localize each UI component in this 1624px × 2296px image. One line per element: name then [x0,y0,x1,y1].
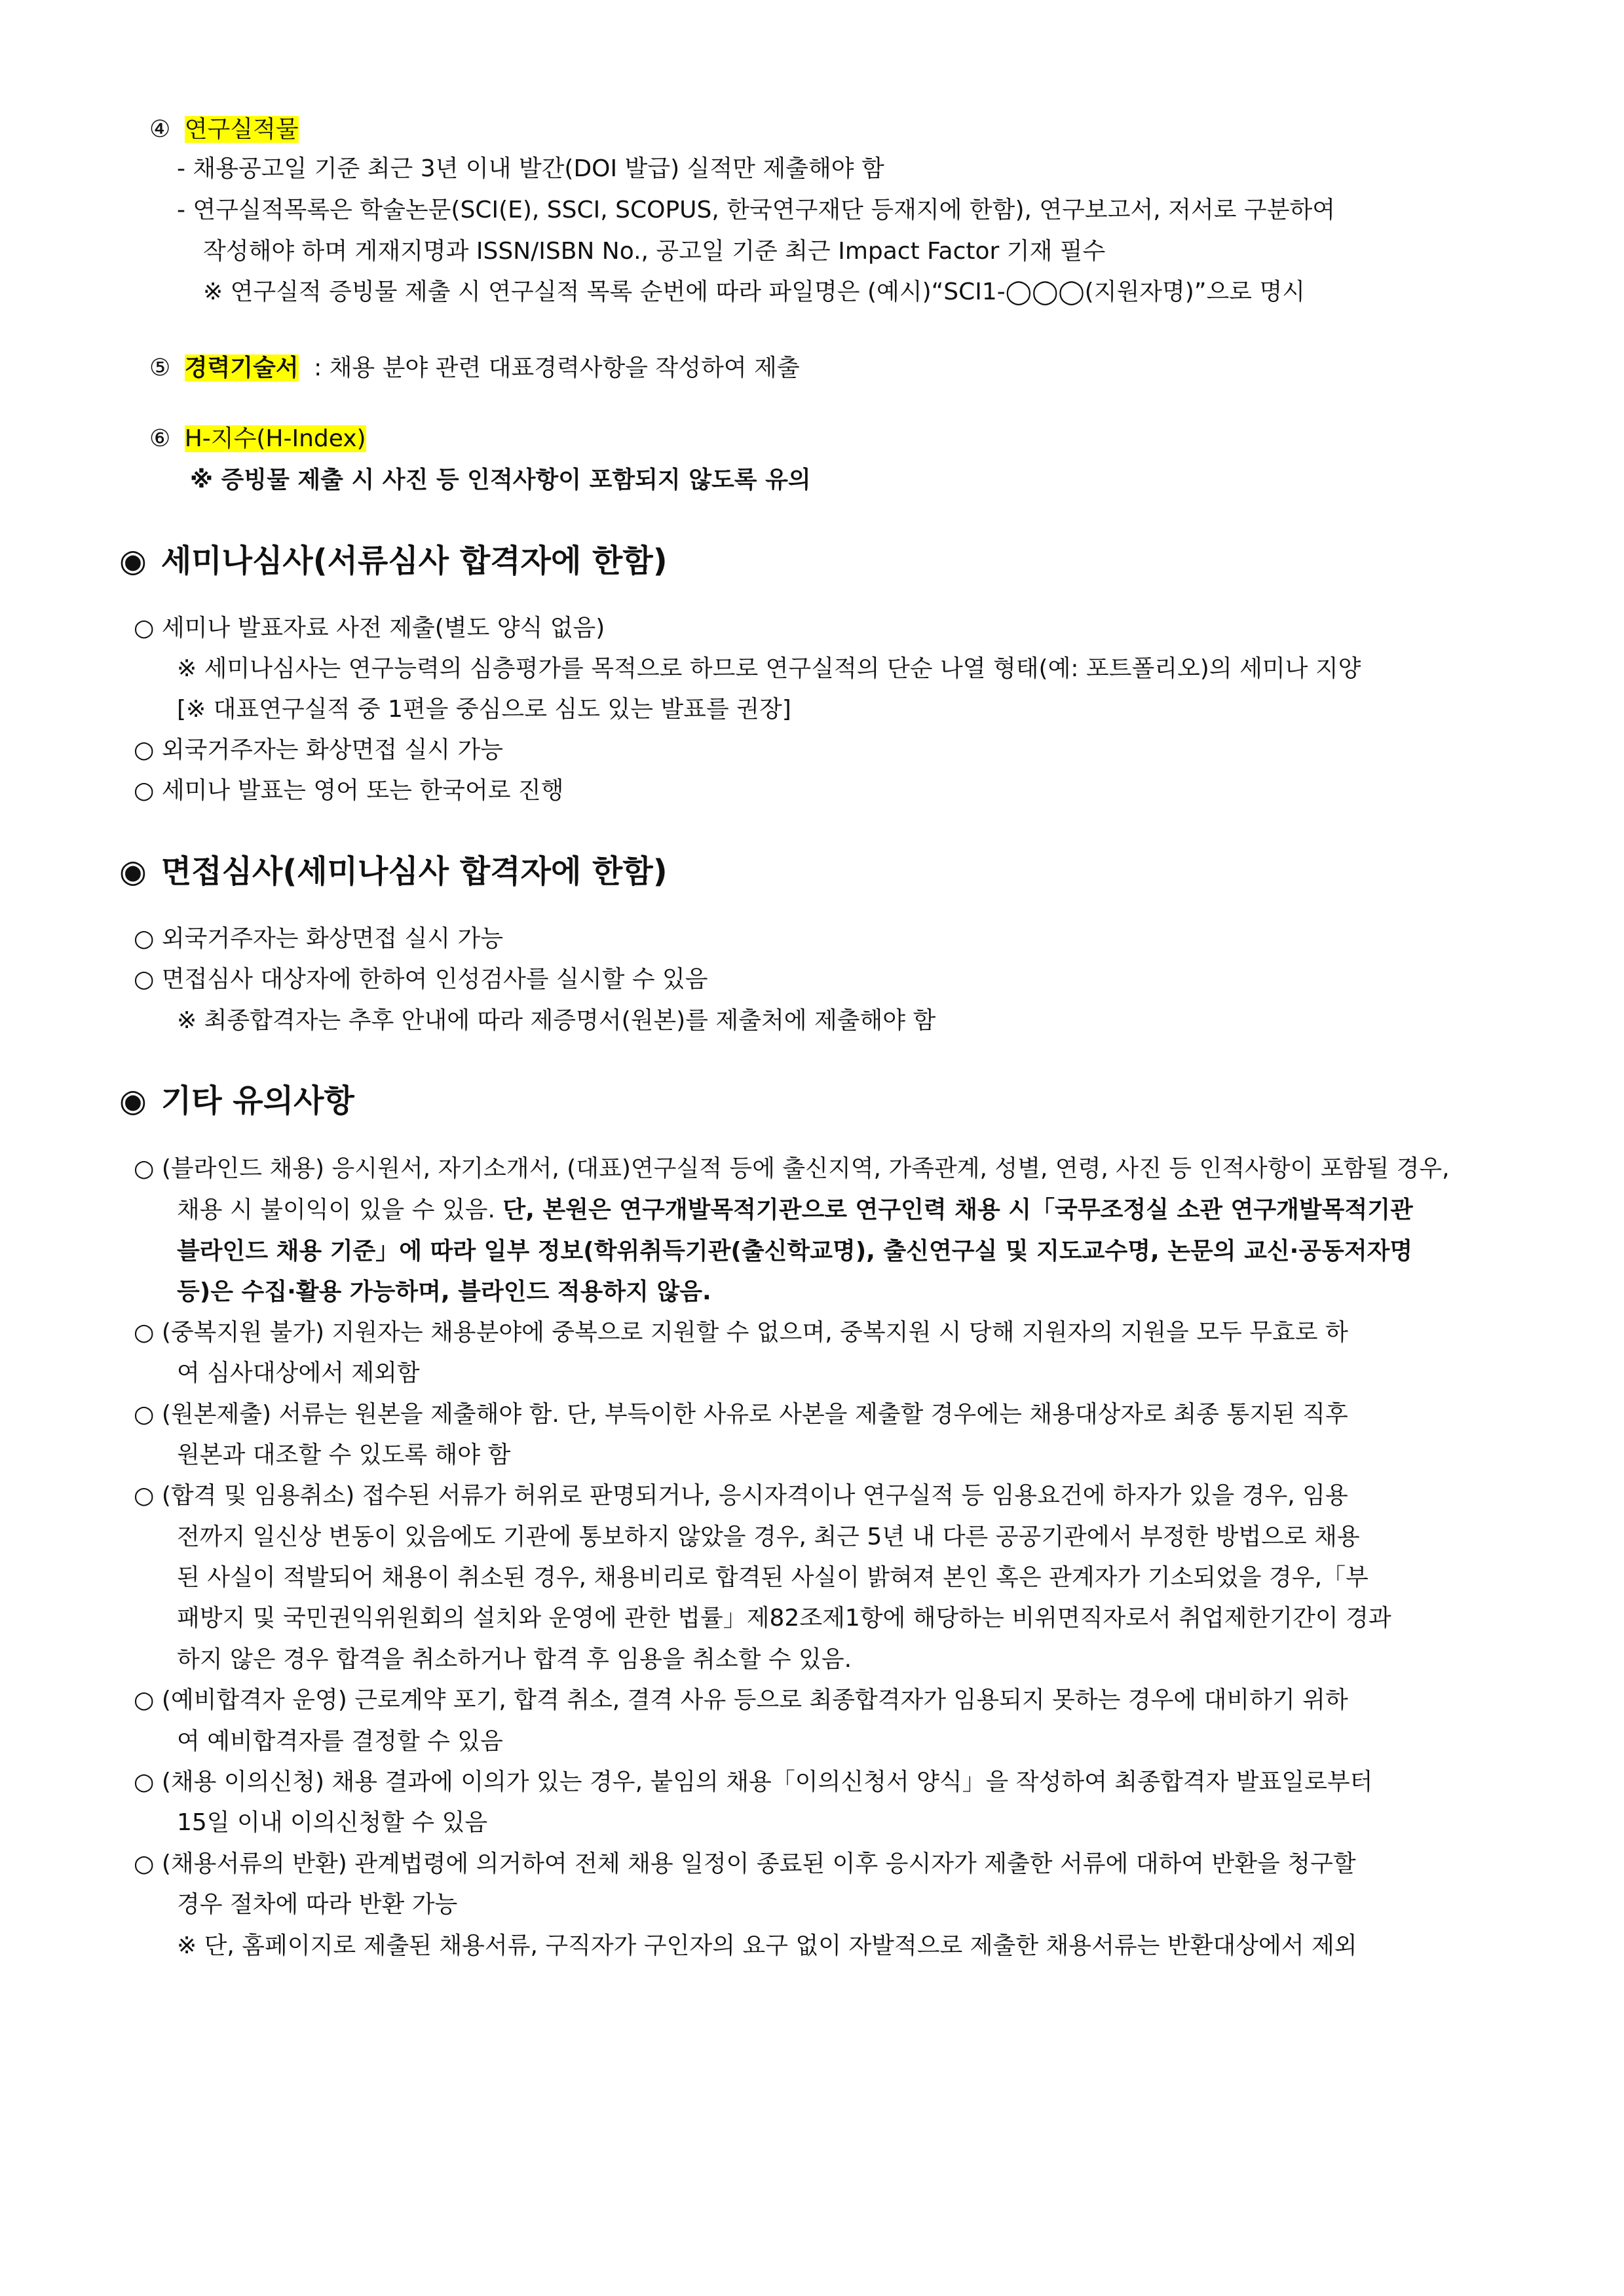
item-number: ⑥ [149,425,171,452]
text-bold: 단, 본원은 연구개발목적기관으로 연구인력 채용 시「국무조정실 소관 연구개발목적기관 [502,1196,1413,1223]
list-item: ○ 외국거주자는 화상면접 실시 가능 [134,925,504,952]
paragraph-line: 전까지 일신상 변동이 있음에도 기관에 통보하지 않았을 경우, 최근 5년 내 다른 공공기관에서 부정한 방법으로 채용 [177,1523,1360,1550]
section-title: 기타 유의사항 [161,1082,354,1119]
paragraph-line: ○ (합격 및 임용취소) 접수된 서류가 허위로 판명되거나, 응시자격이나 연구실적 등 임용요건에 하자가 있을 경우, 임용 [134,1482,1348,1509]
item-heading [149,427,366,451]
section-bullet-icon: ◉ [119,1082,147,1119]
paragraph-line [177,1198,1413,1222]
paragraph-line: ○ (중복지원 불가) 지원자는 채용분야에 중복으로 지원할 수 없으며, 중복지원 시 당해 지원자의 지원을 모두 무효로 하 [134,1319,1348,1346]
paragraph-line: ○ (원본제출) 서류는 원본을 제출해야 함. 단, 부득이한 사유로 사본을 제출할 경우에는 채용대상자로 최종 통지된 직후 [134,1401,1348,1428]
paragraph-line: 여 예비합격자를 결정할 수 있음 [177,1728,503,1755]
item-title-highlight: 경력기술서 [184,354,299,381]
section-title: 세미나심사(서류심사 합격자에 한함) [161,543,668,579]
list-note: [※ 대표연구실적 중 1편을 중심으로 심도 있는 발표를 권장] [177,696,791,723]
paragraph-line: 경우 절차에 따라 반환 가능 [177,1891,458,1918]
list-item: ○ 면접심사 대상자에 한하여 인성검사를 실시할 수 있음 [134,966,708,993]
paragraph-line: ○ (블라인드 채용) 응시원서, 자기소개서, (대표)연구실적 등에 출신지역, 가족관계, 성별, 연령, 사진 등 인적사항이 포함될 경우, [134,1155,1450,1182]
paragraph-line: 된 사실이 적발되어 채용이 취소된 경우, 채용비리로 합격된 사실이 밝혀져 본인 혹은 관계자가 기소되었을 경우,「부 [177,1564,1369,1591]
paragraph-line: ○ (예비합격자 운영) 근로계약 포기, 합격 취소, 결격 사유 등으로 최종합격자가 임용되지 못하는 경우에 대비하기 위하 [134,1687,1348,1713]
item-heading [149,118,299,142]
item-note: ※ 연구실적 증빙물 제출 시 연구실적 목록 순번에 따라 파일명은 (예시)“SCI1-◯◯◯(지원자명)”으로 명시 [203,278,1306,305]
paragraph-note: ※ 단, 홈페이지로 제출된 채용서류, 구직자가 구인자의 요구 없이 자발적으로 제출한 채용서류는 반환대상에서 제외 [177,1932,1357,1959]
item-text: : 채용 분야 관련 대표경력사항을 작성하여 제출 [314,354,800,381]
section-title: 면접심사(세미나심사 합격자에 한함) [161,853,668,890]
item-heading [149,356,800,380]
paragraph-line: 여 심사대상에서 제외함 [177,1360,420,1387]
list-note: ※ 최종합격자는 추후 안내에 따라 제증명서(원본)를 제출처에 제출해야 함 [177,1007,936,1034]
paragraph-line: 하지 않은 경우 합격을 취소하거나 합격 후 임용을 취소할 수 있음. [177,1646,852,1673]
section-heading [119,1082,354,1119]
section-heading [119,853,668,890]
paragraph-line: 원본과 대조할 수 있도록 해야 함 [177,1442,511,1468]
list-note: ※ 세미나심사는 연구능력의 심층평가를 목적으로 하므로 연구실적의 단순 나열 형태(예: 포트폴리오)의 세미나 지양 [177,655,1361,682]
list-item: ○ 외국거주자는 화상면접 실시 가능 [134,737,504,763]
text-plain: 채용 시 불이익이 있을 수 있음. [177,1196,503,1223]
section-bullet-icon: ◉ [119,853,147,890]
item-number: ⑤ [149,354,171,381]
paragraph-line: 패방지 및 국민권익위원회의 설치와 운영에 관한 법률」제82조제1항에 해당하는 비위면직자로서 취업제한기간이 경과 [177,1605,1391,1632]
item-title-highlight: 연구실적물 [184,116,299,143]
paragraph-line: ○ (채용서류의 반환) 관계법령에 의거하여 전체 채용 일정이 종료된 이후 응시자가 제출한 서류에 대하여 반환을 청구할 [134,1850,1356,1877]
item-line: 작성해야 하며 게재지명과 ISSN/ISBN No., 공고일 기준 최근 Impact Factor 기재 필수 [203,238,1106,265]
item-title-highlight: H-지수(H-Index) [184,425,366,452]
section-bullet-icon: ◉ [119,543,147,579]
list-item: ○ 세미나 발표는 영어 또는 한국어로 진행 [134,777,564,804]
section-heading [119,545,668,577]
item-line: - 연구실적목록은 학술논문(SCI(E), SSCI, SCOPUS, 한국연구재단 등재지에 한함), 연구보고서, 저서로 구분하여 [177,197,1336,223]
item-note: ※ 증빙물 제출 시 사진 등 인적사항이 포함되지 않도록 유의 [190,467,811,493]
paragraph-line: 등)은 수집·활용 가능하며, 블라인드 적용하지 않음. [177,1278,711,1305]
paragraph-line: 15일 이내 이의신청할 수 있음 [177,1809,488,1836]
paragraph-line: ○ (채용 이의신청) 채용 결과에 이의가 있는 경우, 붙임의 채용「이의신청서 양식」을 작성하여 최종합격자 발표일로부터 [134,1769,1373,1795]
item-number: ④ [149,116,171,143]
list-item: ○ 세미나 발표자료 사전 제출(별도 양식 없음) [134,615,605,641]
paragraph-line: 블라인드 채용 기준」에 따라 일부 정보(학위취득기관(출신학교명), 출신연구실 및 지도교수명, 논문의 교신·공동저자명 [177,1238,1413,1265]
item-line: - 채용공고일 기준 최근 3년 이내 발간(DOI 발급) 실적만 제출해야 함 [177,155,884,182]
